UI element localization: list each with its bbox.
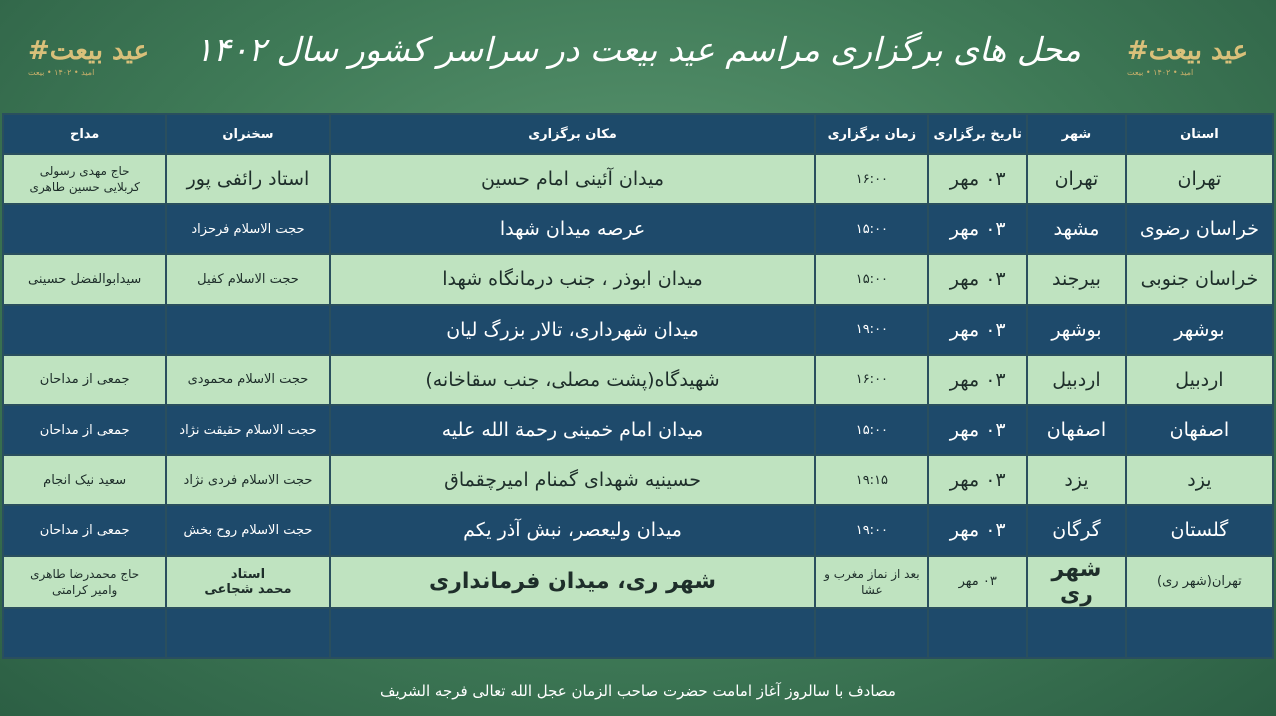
date-cell: ۰۳ مهر [928, 154, 1027, 204]
province-cell: یزد [1126, 455, 1273, 505]
table-row [3, 455, 1273, 505]
speaker-cell [166, 305, 329, 355]
time-cell: ۱۶:۰۰ [815, 355, 928, 405]
place-cell: میدان آئینی امام حسین [330, 154, 816, 204]
time-cell: ۱۹:۰۰ [815, 505, 928, 555]
eulogist-cell: جمعی از مداحان [3, 355, 166, 405]
place-cell: شهیدگاه(پشت مصلی، جنب سقاخانه) [330, 355, 816, 405]
province-cell: گلستان [1126, 505, 1273, 555]
city-cell: شهر ری [1027, 556, 1126, 608]
hashtag-subtext: امید • ۱۴۰۲ • بیعت [1126, 68, 1194, 77]
table-row [3, 505, 1273, 555]
time-cell: بعد از نماز مغرب و عشا [815, 556, 928, 608]
table-row-empty [3, 608, 1273, 658]
eulogist-cell [3, 305, 166, 355]
eulogist-cell: سعید نیک انجام [3, 455, 166, 505]
date-cell: ۰۳ مهر [928, 254, 1027, 304]
column-header-date: تاریخ برگزاری [928, 114, 1027, 154]
speaker-cell: استاد محمد شجاعی [166, 556, 329, 608]
footer-caption: مصادف با سالروز آغاز امامت حضرت صاحب الزمان عجل الله تعالی فرجه الشریف [380, 682, 896, 700]
city-cell: یزد [1027, 455, 1126, 505]
time-cell: ۱۵:۰۰ [815, 405, 928, 455]
time-cell: ۱۵:۰۰ [815, 204, 928, 254]
date-cell: ۰۳ مهر [928, 405, 1027, 455]
speaker-cell: حجت الاسلام فرحزاد [166, 204, 329, 254]
place-cell: میدان ابوذر ، جنب درمانگاه شهدا [330, 254, 816, 304]
date-cell: ۰۳ مهر [928, 305, 1027, 355]
province-cell: بوشهر [1126, 305, 1273, 355]
table-row [3, 305, 1273, 355]
column-header-speaker: سخنران [166, 114, 329, 154]
speaker-cell: حجت الاسلام کفیل [166, 254, 329, 304]
eulogist-cell: جمعی از مداحان [3, 405, 166, 455]
place-cell: حسینیه شهدای گمنام امیرچقماق [330, 455, 816, 505]
province-cell: خراسان جنوبی [1126, 254, 1273, 304]
city-cell: اصفهان [1027, 405, 1126, 455]
column-header-eulogist: مداح [3, 114, 166, 154]
schedule-table [2, 113, 1274, 659]
empty-cell [166, 608, 329, 658]
province-cell: تهران(شهر ری) [1126, 556, 1273, 608]
table-row [3, 355, 1273, 405]
province-cell: اردبیل [1126, 355, 1273, 405]
time-cell: ۱۹:۰۰ [815, 305, 928, 355]
empty-cell [3, 608, 166, 658]
date-cell: ۰۳ مهر [928, 505, 1027, 555]
table-row [3, 204, 1273, 254]
hashtag-subtext: امید • ۱۴۰۲ • بیعت [28, 68, 95, 77]
column-header-province: استان [1126, 114, 1273, 154]
empty-cell [1126, 608, 1273, 658]
date-cell: ۰۳ مهر [928, 355, 1027, 405]
province-cell: اصفهان [1126, 405, 1273, 455]
column-header-time: زمان برگزاری [815, 114, 928, 154]
table-row [3, 254, 1273, 304]
time-cell: ۱۵:۰۰ [815, 254, 928, 304]
city-cell: گرگان [1027, 505, 1126, 555]
city-cell: تهران [1027, 154, 1126, 204]
empty-cell [928, 608, 1027, 658]
eulogist-cell [3, 204, 166, 254]
column-header-place: مکان برگزاری [330, 114, 816, 154]
eulogist-cell: سیدابوالفضل حسینی [3, 254, 166, 304]
speaker-cell: حجت الاسلام حقیقت نژاد [166, 405, 329, 455]
table-row [3, 405, 1273, 455]
column-header-city: شهر [1027, 114, 1126, 154]
place-cell: میدان امام خمینی رحمة الله علیه [330, 405, 816, 455]
time-cell: ۱۶:۰۰ [815, 154, 928, 204]
eulogist-cell: حاج محمدرضا طاهری وامیر کرامتی [3, 556, 166, 608]
city-cell: مشهد [1027, 204, 1126, 254]
eulogist-cell: جمعی از مداحان [3, 505, 166, 555]
empty-cell [330, 608, 816, 658]
place-cell: میدان شهرداری، تالار بزرگ لیان [330, 305, 816, 355]
city-cell: اردبیل [1027, 355, 1126, 405]
date-cell: ۰۳ مهر [928, 204, 1027, 254]
date-cell: ۰۳ مهر [928, 556, 1027, 608]
table-row [3, 154, 1273, 204]
empty-cell [815, 608, 928, 658]
province-cell: خراسان رضوی [1126, 204, 1273, 254]
time-cell: ۱۹:۱۵ [815, 455, 928, 505]
province-cell: تهران [1126, 154, 1273, 204]
speaker-cell: استاد رائفی پور [166, 154, 329, 204]
place-cell: میدان ولیعصر، نبش آذر یکم [330, 505, 816, 555]
speaker-cell: حجت الاسلام روح بخش [166, 505, 329, 555]
hashtag-text: #عيد بيعت [28, 36, 150, 66]
place-cell: شهر ری، میدان فرمانداری [330, 556, 816, 608]
date-cell: ۰۳ مهر [928, 455, 1027, 505]
table-header-row [3, 114, 1273, 154]
hashtag-text: #عيد بيعت [1126, 36, 1248, 66]
city-cell: بوشهر [1027, 305, 1126, 355]
page-title: محل های برگزاری مراسم عید بیعت در سراسر کشور سال ۱۴۰۲ [195, 30, 1081, 69]
eulogist-cell: حاج مهدی رسولی کربلایی حسین طاهری [3, 154, 166, 204]
speaker-cell: حجت الاسلام محمودی [166, 355, 329, 405]
empty-cell [1027, 608, 1126, 658]
place-cell: عرصه میدان شهدا [330, 204, 816, 254]
city-cell: بیرجند [1027, 254, 1126, 304]
speaker-cell: حجت الاسلام فردی نژاد [166, 455, 329, 505]
table-row [3, 556, 1273, 608]
